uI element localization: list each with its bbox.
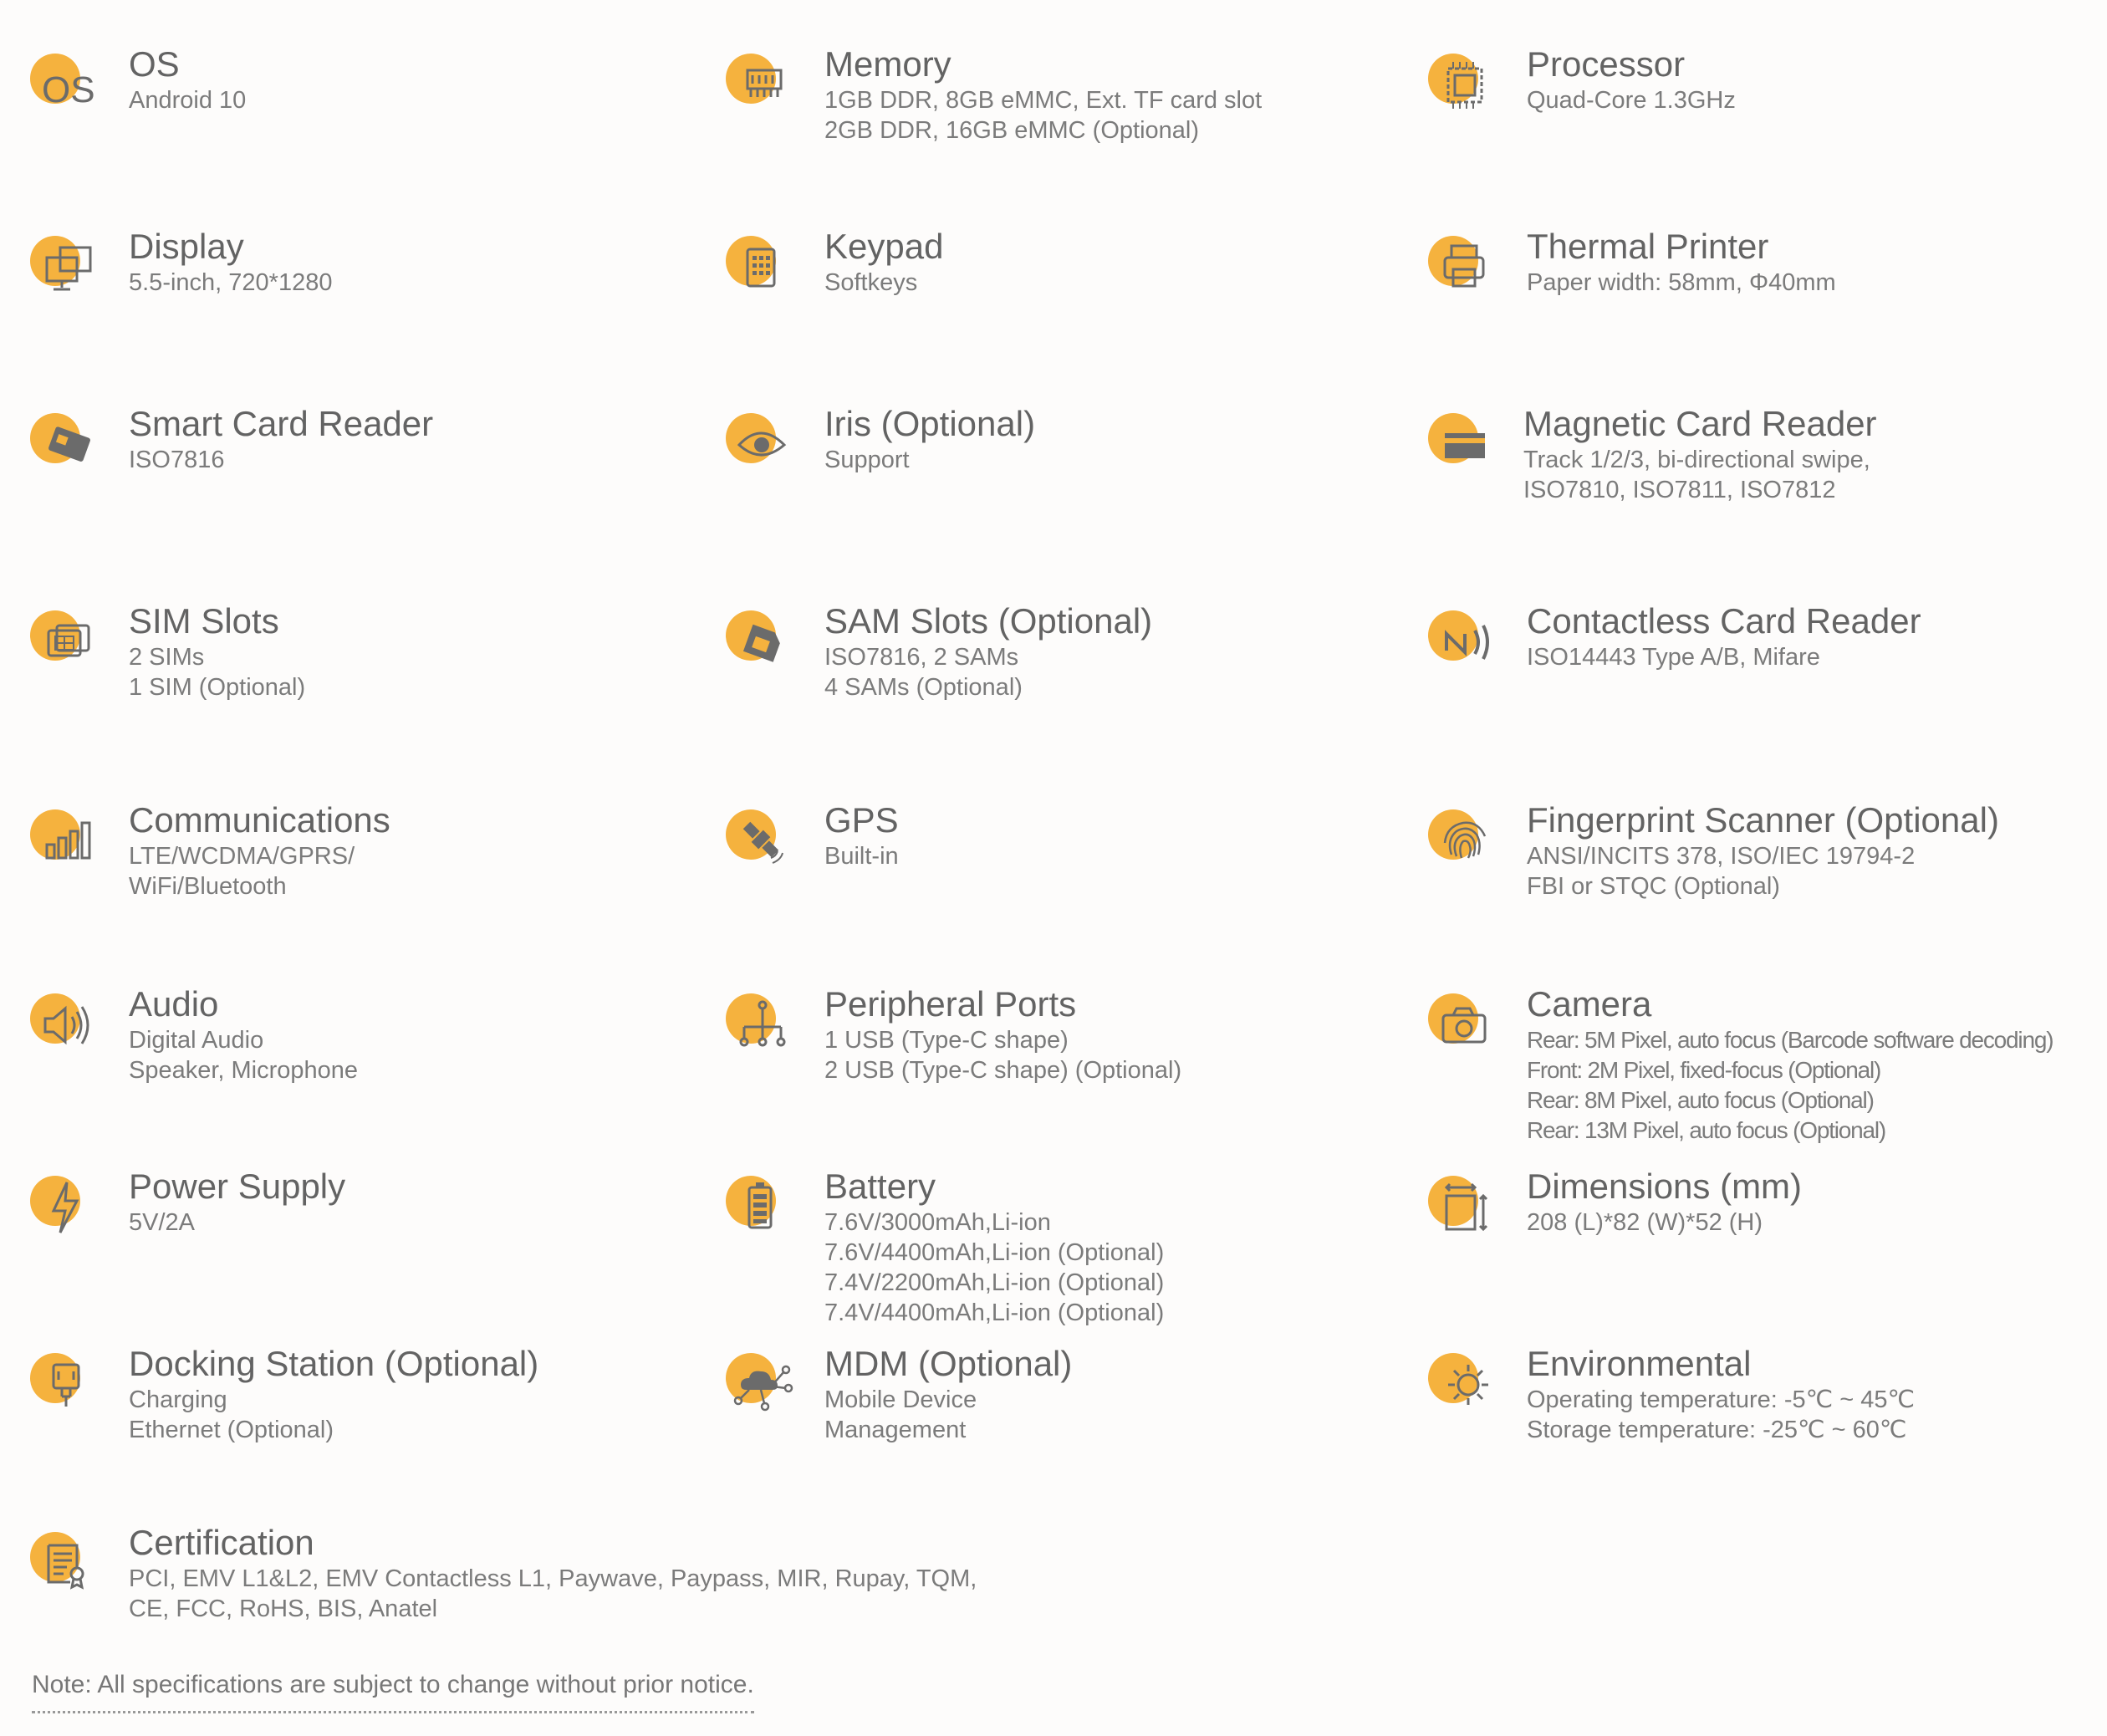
- spec-value: 2 USB (Type-C shape) (Optional): [824, 1057, 1182, 1084]
- spec-title: Certification: [129, 1523, 314, 1562]
- spec-title: MDM (Optional): [824, 1344, 1073, 1383]
- spec-title: Dimensions (mm): [1527, 1167, 1803, 1206]
- spec-value: Mobile Device: [824, 1386, 977, 1413]
- spec-title: Docking Station (Optional): [129, 1344, 539, 1383]
- os-text-icon: [28, 47, 104, 122]
- spec-title: OS: [129, 44, 180, 84]
- spec-title: Display: [129, 227, 244, 266]
- spec-value: Rear: 5M Pixel, auto focus (Barcode software decoding): [1527, 1027, 2053, 1053]
- spec-value: ISO7810, ISO7811, ISO7812: [1523, 477, 1836, 503]
- spec-value: Management: [824, 1417, 967, 1443]
- spec-value: 7.4V/2200mAh,Li-ion (Optional): [824, 1269, 1165, 1296]
- spec-value: 7.6V/4400mAh,Li-ion (Optional): [824, 1239, 1165, 1266]
- spec-title: Contactless Card Reader: [1527, 601, 1921, 641]
- spec-value: WiFi/Bluetooth: [129, 873, 287, 900]
- spec-title: Battery: [824, 1167, 936, 1206]
- spec-title: Audio: [129, 984, 219, 1024]
- processor-icon: [1426, 47, 1502, 122]
- spec-value: Track 1/2/3, bi-directional swipe,: [1523, 447, 1870, 473]
- keypad-icon: [724, 229, 799, 304]
- cloud-network-icon: [724, 1346, 799, 1422]
- svg-text:OS: OS: [42, 69, 95, 110]
- magnetic-card-icon: [1426, 406, 1502, 482]
- spec-value: ISO14443 Type A/B, Mifare: [1527, 644, 1820, 671]
- spec-value: ISO7816: [129, 447, 225, 473]
- memory-chip-icon: [724, 47, 799, 122]
- lightning-icon: [28, 1169, 104, 1244]
- spec-value: 7.6V/3000mAh,Li-ion: [824, 1209, 1051, 1236]
- spec-value: Built-in: [824, 843, 899, 870]
- dimensions-icon: [1426, 1169, 1502, 1244]
- certificate-icon: [28, 1525, 104, 1601]
- spec-value: Support: [824, 447, 910, 473]
- spec-value: 1GB DDR, 8GB eMMC, Ext. TF card slot: [824, 87, 1263, 114]
- spec-value: Android 10: [129, 87, 247, 114]
- sim-card-icon: [28, 604, 104, 679]
- spec-value: Paper width: 58mm, Φ40mm: [1527, 269, 1836, 296]
- spec-value: Speaker, Microphone: [129, 1057, 359, 1084]
- spec-title: Magnetic Card Reader: [1523, 404, 1877, 443]
- sam-card-icon: [724, 604, 799, 679]
- spec-title: Iris (Optional): [824, 404, 1036, 443]
- spec-value: 1 USB (Type-C shape): [824, 1027, 1069, 1054]
- spec-value: Operating temperature: -5℃ ~ 45℃: [1527, 1386, 1916, 1413]
- spec-title: Camera: [1527, 984, 1652, 1024]
- spec-value: Softkeys: [824, 269, 918, 296]
- spec-value: 208 (L)*82 (W)*52 (H): [1527, 1209, 1763, 1236]
- spec-title: Processor: [1527, 44, 1686, 84]
- spec-value: LTE/WCDMA/GPRS/: [129, 843, 355, 870]
- spec-value: Digital Audio: [129, 1027, 264, 1054]
- spec-value: 2 SIMs: [129, 644, 205, 671]
- spec-value: Storage temperature: -25℃ ~ 60℃: [1527, 1417, 1907, 1443]
- satellite-icon: [724, 803, 799, 878]
- spec-value: 4 SAMs (Optional): [824, 674, 1023, 701]
- spec-title: Memory: [824, 44, 951, 84]
- spec-title: Keypad: [824, 227, 944, 266]
- spec-title: Power Supply: [129, 1167, 346, 1206]
- fingerprint-icon: [1426, 803, 1502, 878]
- spec-value: 2GB DDR, 16GB eMMC (Optional): [824, 117, 1200, 144]
- spec-title: Peripheral Ports: [824, 984, 1077, 1024]
- spec-value: FBI or STQC (Optional): [1527, 873, 1780, 900]
- spec-title: Thermal Printer: [1527, 227, 1769, 266]
- sun-icon: [1426, 1346, 1502, 1422]
- spec-value: 7.4V/4400mAh,Li-ion (Optional): [824, 1299, 1165, 1326]
- spec-title: Environmental: [1527, 1344, 1752, 1383]
- spec-value: Front: 2M Pixel, fixed-focus (Optional): [1527, 1057, 1881, 1083]
- printer-icon: [1426, 229, 1502, 304]
- speaker-icon: [28, 987, 104, 1062]
- eye-icon: [724, 406, 799, 482]
- camera-icon: [1426, 987, 1502, 1062]
- spec-value: Ethernet (Optional): [129, 1417, 334, 1443]
- spec-value: Quad-Core 1.3GHz: [1527, 87, 1736, 114]
- spec-value: ANSI/INCITS 378, ISO/IEC 19794-2: [1527, 843, 1916, 870]
- spec-value: 1 SIM (Optional): [129, 674, 306, 701]
- spec-title: Communications: [129, 800, 390, 840]
- spec-value: ISO7816, 2 SAMs: [824, 644, 1019, 671]
- spec-title: SAM Slots (Optional): [824, 601, 1153, 641]
- spec-value: Rear: 13M Pixel, auto focus (Optional): [1527, 1117, 1886, 1143]
- signal-bars-icon: [28, 803, 104, 878]
- spec-value: 5.5-inch, 720*1280: [129, 269, 333, 296]
- spec-title: Smart Card Reader: [129, 404, 434, 443]
- spec-title: SIM Slots: [129, 601, 279, 641]
- smart-card-icon: [28, 406, 104, 482]
- nfc-icon: [1426, 604, 1502, 679]
- spec-value: PCI, EMV L1&L2, EMV Contactless L1, Paywave, Paypass, MIR, Rupay, TQM,: [129, 1565, 977, 1592]
- spec-title: Fingerprint Scanner (Optional): [1527, 800, 1999, 840]
- docking-plug-icon: [28, 1346, 104, 1422]
- spec-value: 5V/2A: [129, 1209, 195, 1236]
- spec-value: CE, FCC, RoHS, BIS, Anatel: [129, 1596, 438, 1622]
- spec-value: Charging: [129, 1386, 227, 1413]
- spec-title: GPS: [824, 800, 899, 840]
- disclaimer-note: Note: All specifications are subject to change without prior notice.: [32, 1671, 754, 1713]
- display-icon: [28, 229, 104, 304]
- battery-icon: [724, 1169, 799, 1244]
- usb-icon: [724, 987, 799, 1062]
- spec-value: Rear: 8M Pixel, auto focus (Optional): [1527, 1087, 1874, 1113]
